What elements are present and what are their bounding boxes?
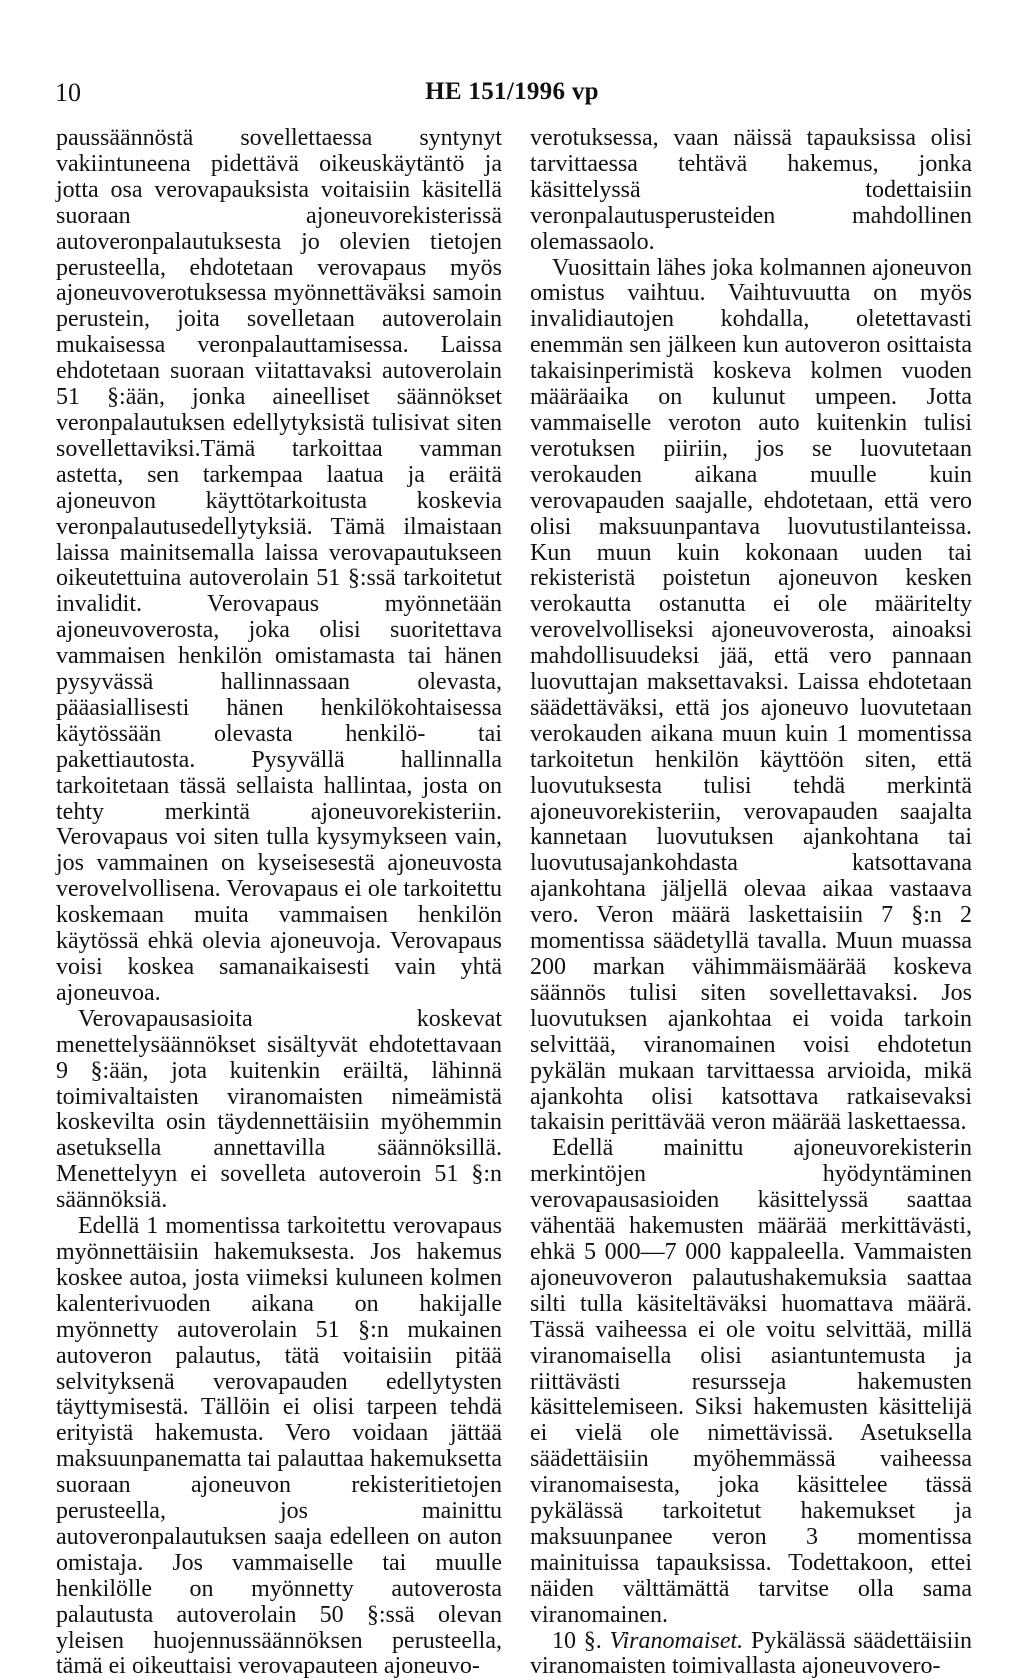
page-number: 10 [55,78,81,107]
section-title: Viranomaiset. [609,1627,744,1654]
paragraph: Edellä 1 momentissa tarkoitettu verovapaus myönnettäisiin hakemuksesta. Jos hakemus koskee autoa, josta viimeksi kuluneen kolmen kalenterivuoden aikana on hakijalle myönnetty autoverolain 51 §:n mukainen autoveron palautus, tätä voitaisiin pitää selvityksenä verovapauden edellytysten täyttymisestä. Tällöin ei olisi tarpeen tehdä erityistä hakemusta. Vero voidaan jättää maksuunpanematta tai palauttaa hakemuksetta suoraan ajoneuvon rekisteritietojen perusteella, jos mainittu autoveronpalautuksen saaja edelleen on auton omistaja. Jos vammaiselle tai muulle henkilölle on myönnetty autoverosta palautusta autoverolain 50 §:ssä olevan yleisen huojennussäännöksen perusteella, tämä ei oikeuttaisi verovapauteen ajoneuvo- [56,1213,502,1680]
paragraph: verotuksessa, vaan näissä tapauksissa olisi tarvittaessa tehtävä hakemus, jonka käsittelyssä todettaisiin veronpalautusperusteiden mahdollinen olemassaolo. [530,125,972,255]
paragraph: Edellä mainittu ajoneuvorekisterin merkintöjen hyödyntäminen verovapausasioiden käsittelyssä saattaa vähentää hakemusten määrää merkittävästi, ehkä 5 000—7 000 kappaleella. Vammaisten ajoneuvoveron palautushakemuksia saattaa silti tulla käsiteltäväksi huomattava määrä. Tässä vaiheessa ei ole voitu selvittää, millä viranomaisella olisi asiantuntemusta ja riittävästi resursseja hakemusten käsittelemiseen. Siksi hakemusten käsittelijä ei vielä ole nimettävissä. Asetuksella säädettäisiin myöhemmässä vaiheessa viranomaisesta, joka käsittelee tässä pykälässä tarkoitetut hakemukset ja maksuunpanee veron 3 momentissa mainituissa tapauksissa. Todettakoon, ettei näiden välttämättä tarvitse olla sama viranomainen. [530,1135,972,1628]
section-text: Pykälässä säädettäisiin viranomaisten toimivallasta ajoneuvovero- [530,1627,973,1680]
paragraph: Verovapausasioita koskevat menettelysäännökset sisältyvät ehdotettavaan 9 §:ään, jota kuitenkin eräiltä, lähinnä toimivaltaisten viranomaisten nimeämistä koskevilta osin täydennettäisiin myöhemmin asetuksella annettavilla säännöksillä. Menettelyyn ei sovelleta autoveroin 51 §:n säännöksiä. [56,1005,502,1214]
section-number: 10 §. [552,1627,602,1654]
paragraph: Vuosittain lähes joka kolmannen ajoneuvon omistus vaihtuu. Vaihtuvuutta on myös invalidiautojen kohdalla, oletettavasti enemmän sen jälkeen kun autoveron osittaista takaisinperimistä koskeva kolmen vuoden määräaika on kulunut umpeen. Jotta vammaiselle veroton auto kuitenkin tulisi verotuksen piiriin, jos se luovutetaan verokauden aikana muulle kuin verovapauden saajalle, ehdotetaan, että vero olisi maksuunpantava luovutustilanteissa. Kun muun kuin kokonaan uuden tai rekisteristä poistetun ajoneuvon kesken verokautta ostanutta ei ole määritelty verovelvolliseksi ajoneuvoverosta, ainoaksi mahdollisuudeksi jää, että vero pannaan luovuttajan maksettavaksi. Laissa ehdotetaan säädettäväksi, että jos ajoneuvo luovutetaan verokauden aikana muun kuin 1 momentissa tarkoitetun henkilön käyttöön siten, että luovutuksesta tulisi tehdä merkintä ajoneuvorekisteriin, verovapauden saajalta kannetaan luovutuksen ajankohtana tai luovutusajankohdasta katsottavana ajankohtana jäljellä olevaa aikaa vastaava vero. Veron määrä laskettaisiin 7 §:n 2 momentissa säädetyllä tavalla. Muun muassa 200 markan vähimmäismäärää koskeva säännös tulisi siten sovellettavaksi. Jos luovutuksen ajankohtaa ei voida tarkoin selvittää, viranomainen voisi ehdotetun pykälän mukaan tarvittaessa arvioida, mikä ajankohta olisi katsottava ratkaisevaksi takaisin perittävää veron määrää laskettaessa. [530,254,972,1136]
section-paragraph [530,1629,972,1680]
right-column [530,126,972,1680]
left-column [56,126,502,1680]
document-identifier: HE 151/1996 vp [425,78,599,105]
page-header [0,78,1024,118]
paragraph: paussäännöstä sovellettaessa syntynyt vakiintuneena pidettävä oikeuskäytäntö ja jotta osa verovapauksista voitaisiin käsitellä suoraan ajoneuvorekisterissä autoveronpalautuksesta jo olevien tietojen perusteella, ehdotetaan verovapaus myös ajoneuvoverotuksessa myönnettäväksi samoin perustein, joita sovelletaan autoverolain mukaisessa veronpalauttamisessa. Laissa ehdotetaan suoraan viitattavaksi autoverolain 51 §:ään, jonka aineelliset säännökset veronpalautuksen edellytyksistä tulisivat siten sovellettaviksi.Tämä tarkoittaa vamman astetta, sen tarkempaa laatua ja eräitä ajoneuvon käyttötarkoitusta koskevia veronpalautusedellytyksiä. Tämä ilmaistaan laissa mainitsemalla laissa verovapautukseen oikeutettuina autoverolain 51 §:ssä tarkoitetut invalidit. Verovapaus myönnetään ajoneuvoverosta, joka olisi suoritettava vammaisen henkilön omistamasta tai hänen pysyvässä hallinnassaan olevasta, pääasiallisesti hänen henkilökohtaisessa käytössään olevasta henkilö- tai pakettiautosta. Pysyvällä hallinnalla tarkoitetaan tässä sellaista hallintaa, josta on tehty merkintä ajoneuvorekisteriin. Verovapaus voi siten tulla kysymykseen vain, jos vammainen on kyseisesestä ajoneuvosta verovelvollisena. Verovapaus ei ole tarkoitettu koskemaan muita vammaisen henkilön käytössä ehkä olevia ajoneuvoja. Verovapaus voisi koskea samanaikaisesti vain yhtä ajoneuvoa. [56,125,502,1006]
